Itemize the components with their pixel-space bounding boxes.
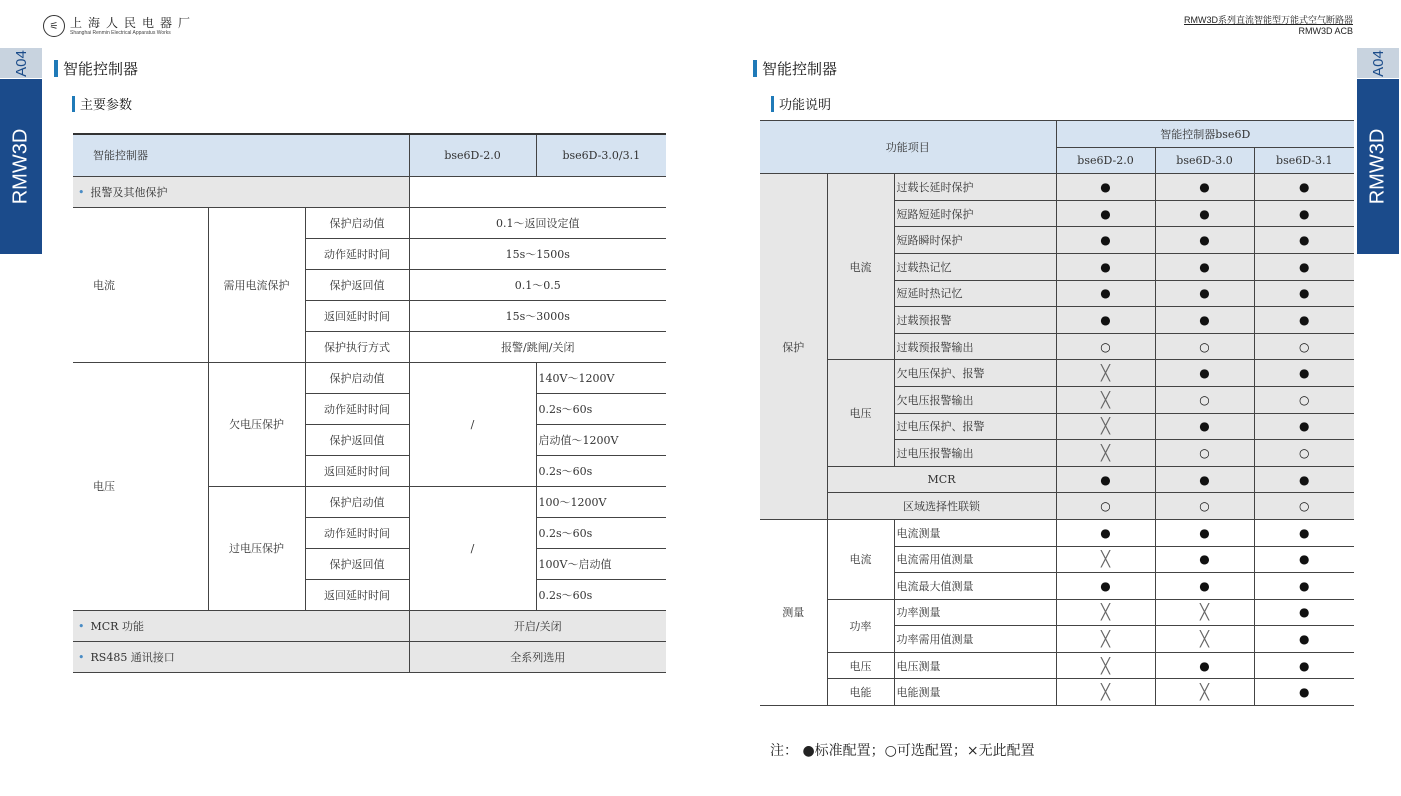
config-symbol: ●	[1299, 658, 1310, 673]
left-model-tab: RMW3D	[0, 79, 42, 254]
config-symbol: ○	[1100, 499, 1111, 514]
config-cell	[1254, 413, 1354, 440]
category-label: 电流	[827, 174, 894, 360]
table-header-row	[760, 121, 1354, 148]
config-cell	[1056, 227, 1155, 254]
config-cell	[1056, 253, 1155, 280]
config-cell	[1056, 493, 1155, 520]
param-value: 启动值～1200V	[536, 424, 666, 455]
header-m3: bse6D-3.1	[1254, 147, 1354, 174]
measure-group-label: 测量	[760, 519, 827, 705]
config-cell	[1056, 386, 1155, 413]
demand-current-label: 需用电流保护	[208, 207, 305, 362]
config-symbol: ○	[1299, 445, 1310, 460]
config-cell	[1056, 626, 1155, 653]
header-controller: 智能控制器	[73, 134, 409, 176]
config-symbol: ●	[1299, 578, 1310, 593]
config-symbol: ●	[1199, 366, 1210, 381]
undervoltage-label: 欠电压保护	[208, 362, 305, 486]
function-name: 功率需用值测量	[894, 626, 1056, 653]
function-name: 欠电压报警输出	[894, 386, 1056, 413]
config-cell	[1056, 440, 1155, 467]
category-label: 功率	[827, 599, 894, 652]
config-symbol: ╳	[1200, 603, 1210, 622]
mcr-value: 开启/关闭	[409, 610, 666, 641]
function-name: 电流最大值测量	[894, 573, 1056, 600]
config-cell	[1155, 440, 1254, 467]
config-cell	[1254, 626, 1354, 653]
param-label: 返回延时时间	[305, 579, 409, 610]
config-cell	[1056, 679, 1155, 706]
category-label: 电能	[827, 679, 894, 706]
table-row	[760, 599, 1354, 626]
table-row	[760, 652, 1354, 679]
param-value: 0.2s～60s	[536, 455, 666, 486]
config-cell	[1254, 599, 1354, 626]
config-symbol: ○	[1299, 392, 1310, 407]
logo-english-name: Shanghai Renmin Electrical Apparatus Works	[70, 29, 171, 36]
config-cell	[1254, 200, 1354, 227]
config-cell	[1155, 174, 1254, 201]
config-symbol: ●	[1199, 259, 1210, 274]
function-name: 过载预报警	[894, 307, 1056, 334]
protect-group-label: 保护	[760, 174, 827, 520]
function-name: 电流测量	[894, 519, 1056, 546]
config-cell	[1056, 573, 1155, 600]
config-symbol: ●	[1299, 632, 1310, 647]
param-value: 15s～1500s	[409, 238, 666, 269]
config-symbol: ╳	[1200, 630, 1210, 649]
param-value: 100～1200V	[536, 486, 666, 517]
mcr-label: • MCR 功能	[73, 610, 409, 641]
category-label: 电流	[827, 519, 894, 599]
left-section-title: 智能控制器	[54, 58, 138, 79]
function-name: 过电压报警输出	[894, 440, 1056, 467]
config-cell	[1155, 546, 1254, 573]
config-symbol: ●	[1100, 312, 1111, 327]
config-symbol: ╳	[1200, 683, 1210, 702]
table-row	[760, 466, 1354, 493]
param-value: 100V～启动值	[536, 548, 666, 579]
param-label: 保护返回值	[305, 548, 409, 579]
config-symbol: ●	[1100, 472, 1111, 487]
config-cell	[1056, 333, 1155, 360]
config-symbol: ●	[1199, 312, 1210, 327]
config-cell	[1056, 307, 1155, 334]
header-model-2: bse6D-2.0	[409, 134, 536, 176]
config-cell	[1155, 679, 1254, 706]
config-symbol: ○	[1299, 499, 1310, 514]
alarm-row-label: • 报警及其他保护	[73, 176, 409, 207]
param-label: 保护执行方式	[305, 331, 409, 362]
config-cell	[1254, 466, 1354, 493]
config-cell	[1056, 360, 1155, 387]
config-cell	[1254, 253, 1354, 280]
config-cell	[1254, 280, 1354, 307]
function-name: 电压测量	[894, 652, 1056, 679]
config-cell	[1155, 360, 1254, 387]
param-label: 保护启动值	[305, 486, 409, 517]
config-symbol: ●	[1299, 366, 1310, 381]
config-cell	[1155, 200, 1254, 227]
config-cell	[1155, 253, 1254, 280]
table-row	[760, 493, 1354, 520]
param-value: 0.2s～60s	[536, 579, 666, 610]
category-label: 电压	[827, 652, 894, 679]
param-label: 保护启动值	[305, 362, 409, 393]
param-value: 140V～1200V	[536, 362, 666, 393]
config-cell	[1254, 546, 1354, 573]
config-symbol: ╳	[1101, 443, 1111, 462]
config-cell	[1254, 493, 1354, 520]
param-label: 保护启动值	[305, 207, 409, 238]
config-symbol: ○	[1199, 445, 1210, 460]
function-name: 过载长延时保护	[894, 174, 1056, 201]
config-cell	[1155, 333, 1254, 360]
config-symbol: ╳	[1101, 683, 1111, 702]
config-cell	[1056, 280, 1155, 307]
config-cell	[1254, 174, 1354, 201]
config-symbol: ○	[1100, 339, 1111, 354]
config-cell	[1056, 599, 1155, 626]
config-cell	[1056, 466, 1155, 493]
config-symbol: ●	[1299, 286, 1310, 301]
config-symbol: ●	[1299, 605, 1310, 620]
config-cell	[1254, 679, 1354, 706]
config-symbol: ●	[1199, 552, 1210, 567]
param-label: 保护返回值	[305, 424, 409, 455]
header-model-3: bse6D-3.0/3.1	[536, 134, 666, 176]
company-logo	[43, 15, 196, 37]
right-model-tab: RMW3D	[1357, 79, 1399, 254]
config-symbol: ●	[1199, 179, 1210, 194]
config-cell	[1155, 413, 1254, 440]
config-symbol: ●	[1199, 578, 1210, 593]
table-row	[73, 610, 666, 641]
config-cell	[1155, 386, 1254, 413]
table-row	[73, 207, 666, 238]
config-symbol: ╳	[1101, 364, 1111, 383]
config-cell	[1056, 652, 1155, 679]
function-name: MCR	[827, 466, 1056, 493]
config-symbol: ●	[1100, 525, 1111, 540]
table-row	[73, 362, 666, 393]
function-name: 短延时热记忆	[894, 280, 1056, 307]
param-label: 动作延时时间	[305, 517, 409, 548]
header-series-title: RMW3D系列直流智能型万能式空气断路器	[1184, 15, 1353, 25]
param-label: 动作延时时间	[305, 393, 409, 424]
config-cell	[1056, 413, 1155, 440]
config-symbol: ●	[1299, 312, 1310, 327]
config-symbol: ●	[1199, 233, 1210, 248]
config-symbol: ●	[1199, 525, 1210, 540]
function-name: 短路短延时保护	[894, 200, 1056, 227]
param-label: 返回延时时间	[305, 455, 409, 486]
function-name: 过载预报警输出	[894, 333, 1056, 360]
header-m2: bse6D-3.0	[1155, 147, 1254, 174]
config-symbol: ●	[1100, 259, 1111, 274]
config-symbol: ●	[1199, 206, 1210, 221]
left-page-code-tab: A04	[0, 48, 42, 78]
function-name: 区域选择性联锁	[827, 493, 1056, 520]
config-cell	[1254, 333, 1354, 360]
function-description-table	[760, 120, 1354, 706]
config-cell	[1155, 652, 1254, 679]
function-name: 欠电压保护、报警	[894, 360, 1056, 387]
param-value: 报警/跳闸/关闭	[409, 331, 666, 362]
config-cell	[1155, 307, 1254, 334]
config-cell	[1254, 573, 1354, 600]
table-row	[760, 360, 1354, 387]
config-symbol: ●	[1299, 233, 1310, 248]
function-name: 电流需用值测量	[894, 546, 1056, 573]
rs485-label: • RS485 通讯接口	[73, 641, 409, 672]
config-symbol: ╳	[1101, 390, 1111, 409]
config-symbol: ●	[1100, 286, 1111, 301]
right-sub-title: 功能说明	[771, 94, 831, 113]
function-name: 短路瞬时保护	[894, 227, 1056, 254]
header-m1: bse6D-2.0	[1056, 147, 1155, 174]
config-symbol: ○	[1199, 499, 1210, 514]
config-symbol: ●	[1199, 419, 1210, 434]
table-header-row	[73, 134, 666, 176]
config-symbol: ●	[1299, 685, 1310, 700]
config-cell	[1254, 440, 1354, 467]
right-page-code-tab: A04	[1357, 48, 1399, 78]
config-cell	[1155, 573, 1254, 600]
table-row	[73, 641, 666, 672]
main-parameters-table	[73, 133, 666, 673]
config-cell	[1056, 519, 1155, 546]
header-model: RMW3D ACB	[1298, 26, 1353, 36]
config-cell	[1254, 227, 1354, 254]
config-cell	[1254, 652, 1354, 679]
voltage-group-label: 电压	[73, 362, 208, 610]
config-symbol: ●	[1299, 259, 1310, 274]
config-symbol: ●	[1199, 286, 1210, 301]
config-cell	[1155, 227, 1254, 254]
config-symbol: ●	[1100, 578, 1111, 593]
config-cell	[1155, 493, 1254, 520]
config-symbol: ●	[1299, 472, 1310, 487]
config-symbol: ○	[1199, 392, 1210, 407]
rs485-value: 全系列选用	[409, 641, 666, 672]
config-cell	[1155, 519, 1254, 546]
config-symbol: ╳	[1101, 550, 1111, 569]
slash-cell: /	[409, 362, 536, 486]
param-label: 保护返回值	[305, 269, 409, 300]
header-function-item: 功能项目	[760, 121, 1056, 174]
left-sub-title: 主要参数	[72, 94, 132, 113]
header-right	[1184, 15, 1353, 37]
param-value: 0.1～返回设定值	[409, 207, 666, 238]
function-name: 电能测量	[894, 679, 1056, 706]
table-row	[73, 176, 666, 207]
param-label: 返回延时时间	[305, 300, 409, 331]
config-symbol: ●	[1299, 206, 1310, 221]
config-symbol: ●	[1100, 179, 1111, 194]
config-symbol: ●	[1299, 419, 1310, 434]
param-value: 0.2s～60s	[536, 517, 666, 548]
slash-cell: /	[409, 486, 536, 610]
config-cell	[1155, 599, 1254, 626]
config-cell	[1155, 466, 1254, 493]
config-cell	[1056, 200, 1155, 227]
config-cell	[1254, 360, 1354, 387]
config-cell	[1254, 307, 1354, 334]
param-label: 动作延时时间	[305, 238, 409, 269]
config-symbol: ●	[1299, 525, 1310, 540]
logo-chinese-name: 上海人民电器厂	[70, 15, 197, 30]
config-symbol: ●	[1199, 472, 1210, 487]
table-row	[760, 679, 1354, 706]
function-name: 过载热记忆	[894, 253, 1056, 280]
config-symbol: ●	[1100, 206, 1111, 221]
category-label: 电压	[827, 360, 894, 466]
function-name: 功率测量	[894, 599, 1056, 626]
config-cell	[1155, 626, 1254, 653]
right-section-title: 智能控制器	[753, 58, 837, 79]
function-name: 过电压保护、报警	[894, 413, 1056, 440]
logo-mark-icon: ⚟	[43, 15, 65, 37]
config-symbol: ╳	[1101, 603, 1111, 622]
header-controller-group: 智能控制器bse6D	[1056, 121, 1354, 148]
legend-note: 注： ●标准配置；○可选配置；×无此配置	[770, 743, 1035, 759]
config-symbol: ●	[1299, 179, 1310, 194]
overvoltage-label: 过电压保护	[208, 486, 305, 610]
config-symbol: ○	[1199, 339, 1210, 354]
config-symbol: ╳	[1101, 656, 1111, 675]
param-value: 0.1～0.5	[409, 269, 666, 300]
config-cell	[1254, 519, 1354, 546]
config-symbol: ●	[1199, 658, 1210, 673]
config-cell	[1056, 546, 1155, 573]
table-row	[760, 174, 1354, 201]
config-cell	[1254, 386, 1354, 413]
config-cell	[1056, 174, 1155, 201]
config-symbol: ○	[1299, 339, 1310, 354]
config-symbol: ╳	[1101, 630, 1111, 649]
config-symbol: ●	[1299, 552, 1310, 567]
config-symbol: ╳	[1101, 417, 1111, 436]
current-group-label: 电流	[73, 207, 208, 362]
table-row	[760, 519, 1354, 546]
config-cell	[1155, 280, 1254, 307]
config-symbol: ●	[1100, 233, 1111, 248]
param-value: 15s～3000s	[409, 300, 666, 331]
param-value: 0.2s～60s	[536, 393, 666, 424]
